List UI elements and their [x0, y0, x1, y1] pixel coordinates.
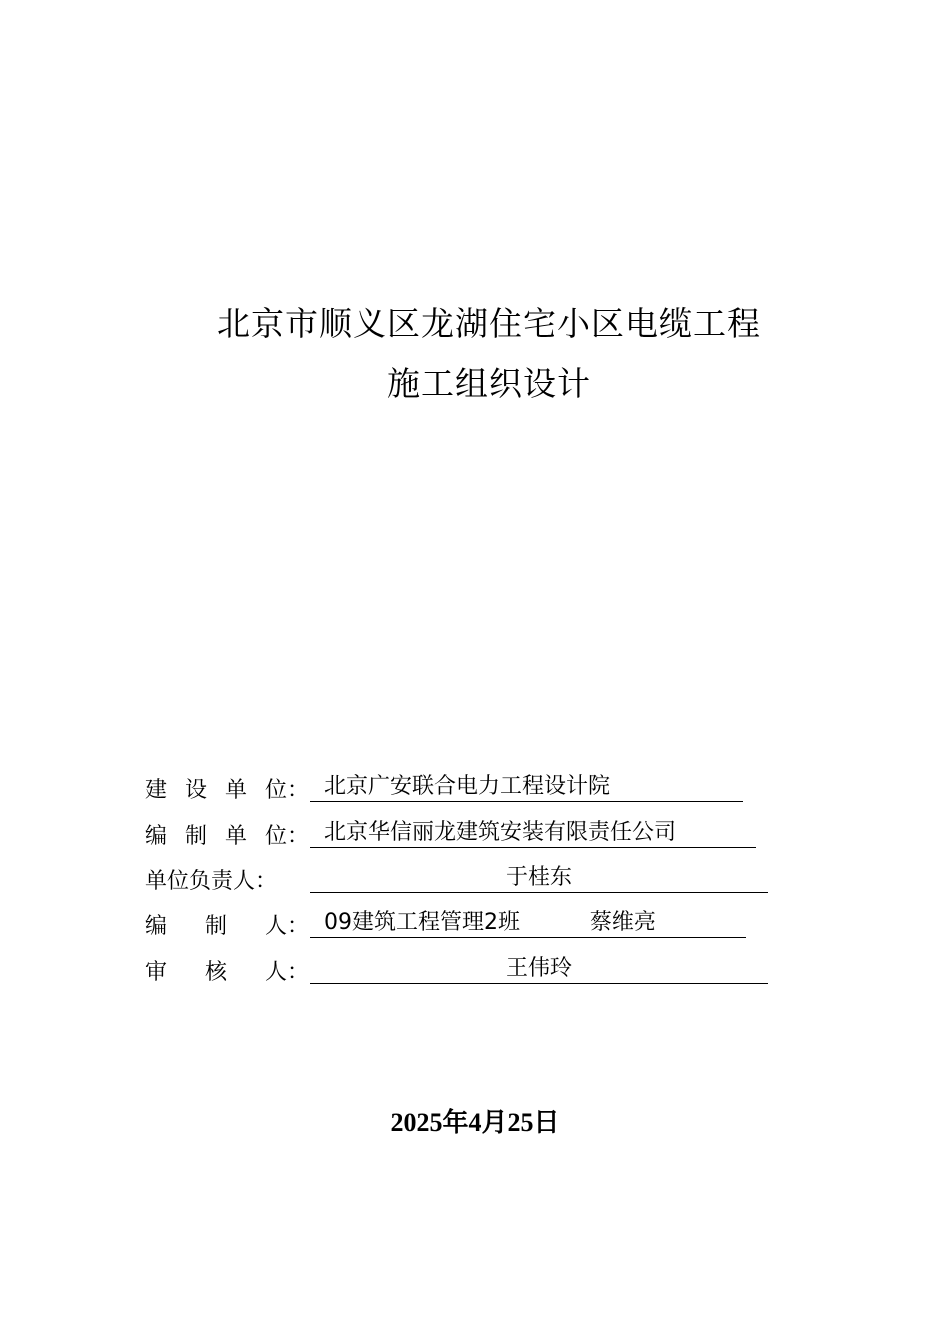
info-value-construction-unit: 北京广安联合电力工程设计院: [310, 773, 743, 802]
info-label: 编 制 单 位：: [145, 824, 309, 849]
info-label: 单位负责人：: [145, 869, 278, 894]
info-value-unit-leader: 于桂东: [310, 864, 768, 893]
info-value-compiling-unit: 北京华信丽龙建筑安装有限责任公司: [310, 819, 756, 848]
info-value-compiler: 09建筑工程管理2班 蔡维亮: [310, 909, 746, 938]
info-label: 编 制 人：: [145, 914, 309, 939]
document-date: 2025年4月25日: [390, 1108, 560, 1138]
info-row-compiler: [145, 904, 663, 940]
info-label: 建 设 单 位：: [145, 778, 309, 803]
document-title-line2: 施工组织设计: [387, 364, 591, 403]
info-row-construction-unit: [145, 768, 673, 804]
info-label: 审 核 人：: [145, 960, 309, 985]
info-row-reviewer: [145, 950, 572, 986]
info-row-compiling-unit: [145, 814, 683, 850]
info-value-reviewer: 王伟玲: [310, 955, 768, 984]
info-row-unit-leader: [145, 859, 572, 895]
document-title-line1: 北京市顺义区龙湖住宅小区电缆工程: [217, 304, 761, 343]
